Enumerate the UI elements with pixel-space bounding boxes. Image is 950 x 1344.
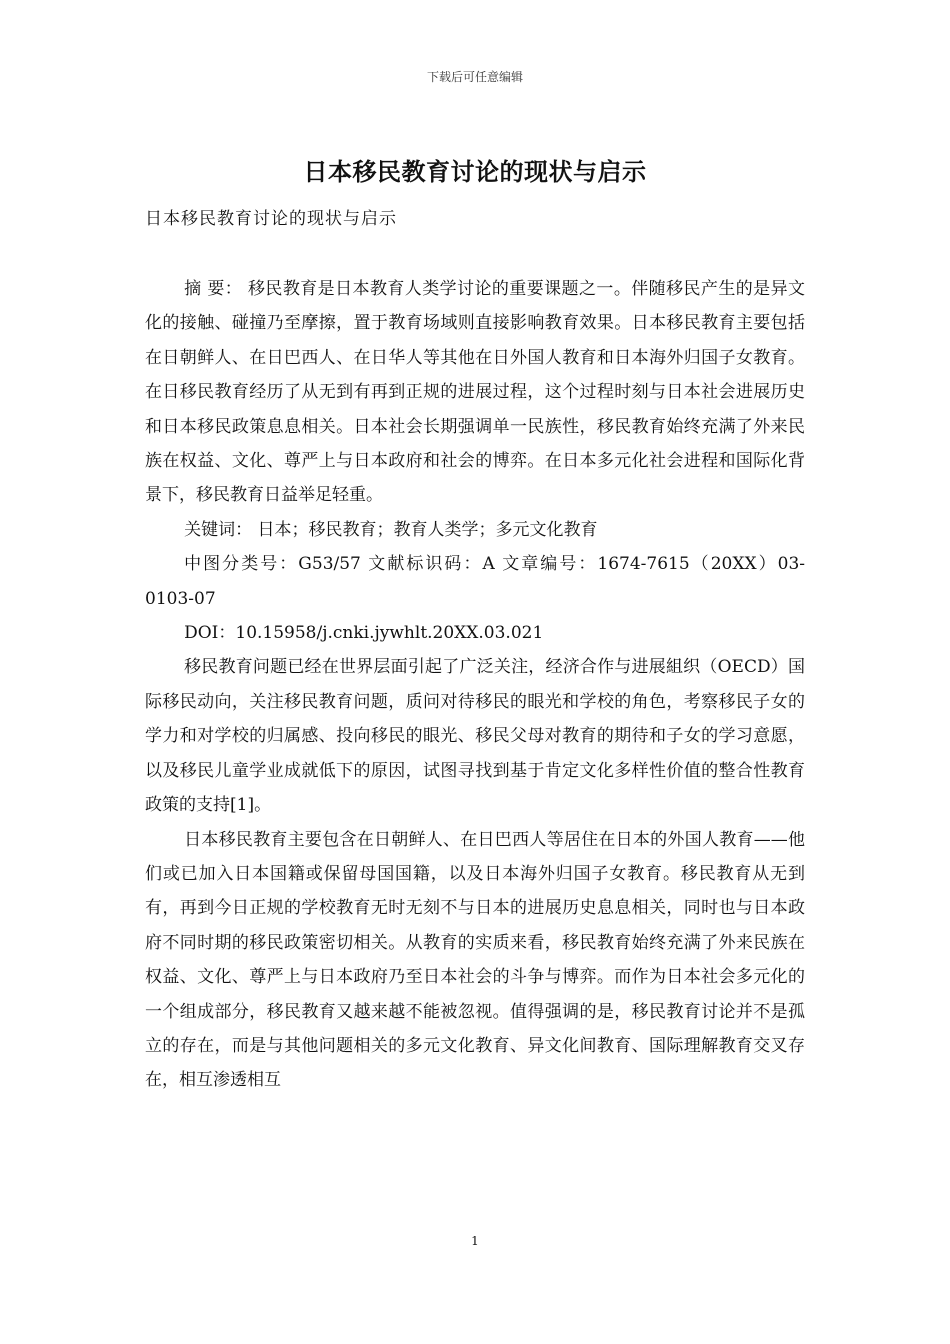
body-paragraph: 移民教育问题已经在世界层面引起了广泛关注，经济合作与进展組织（OECD）国际移民动向，关注移民教育问题，质问对待移民的眼光和学校的角色，考察移民子女的学力和对学校的归属感、投向移民的眼光、移民父母对教育的期待和子女的学习意愿，以及移民儿童学业成就低下的原因，试图寻找到基于肯定文化多样性价值的整合性教育政策的支持[1]。 — [145, 657, 805, 816]
keywords-label: 关键词： — [184, 519, 253, 540]
page-header: 下载后可任意编辑 — [426, 70, 523, 84]
keywords-text: 日本；移民教育；教育人类学；多元文化教育 — [252, 519, 598, 540]
classification-paragraph: 中图分类号：G53/57 文献标识码：A 文章编号：1674-7615（20XX）03-0103-07 — [145, 554, 805, 609]
abstract-label: 摘 要： — [184, 279, 243, 299]
document-title: 日本移民教育讨论的现状与启示 — [303, 157, 647, 186]
doi-paragraph: DOI：10.15958/j.cnki.jywhlt.20XX.03.021 — [184, 623, 544, 644]
document-body — [145, 272, 805, 1098]
abstract-paragraph — [145, 272, 805, 513]
body-paragraph: 日本移民教育主要包含在日朝鲜人、在日巴西人等居住在日本的外国人教育——他们或已加入日本国籍或保留母国国籍，以及日本海外归国子女教育。移民教育从无到有，再到今日正规的学校教育无时无刻不与日本的进展历史息息相关，同时也与日本政府不同时期的移民政策密切相关。从教育的实质来看，移民教育始终充满了外来民族在权益、文化、尊严上与日本政府乃至日本社会的斗争与博弈。而作为日本社会多元化的一个组成部分，移民教育又越来越不能被忽视。值得强调的是，移民教育讨论并不是孤立的存在，而是与其他问题相关的多元文化教育、异文化间教育、国际理解教育交叉存在，相互渗透相互 — [145, 829, 805, 1091]
document-subtitle: 日本移民教育讨论的现状与启示 — [145, 209, 397, 229]
page-number: 1 — [471, 1234, 479, 1248]
keywords-paragraph — [145, 513, 805, 547]
abstract-text: 移民教育是日本教育人类学讨论的重要课题之一。伴随移民产生的是异文化的接触、碰撞乃至摩擦，置于教育场域则直接影响教育效果。日本移民教育主要包括在日朝鲜人、在日巴西人、在日华人等其他在日外国人教育和日本海外归国子女教育。在日移民教育经历了从无到有再到正规的进展过程，这个过程时刻与日本社会进展历史和日本移民政策息息相关。日本社会长期强调单一民族性，移民教育始终充满了外来民族在权益、文化、尊严上与日本政府和社会的博弈。在日本多元化社会进程和国际化背景下，移民教育日益举足轻重。 — [145, 279, 806, 506]
